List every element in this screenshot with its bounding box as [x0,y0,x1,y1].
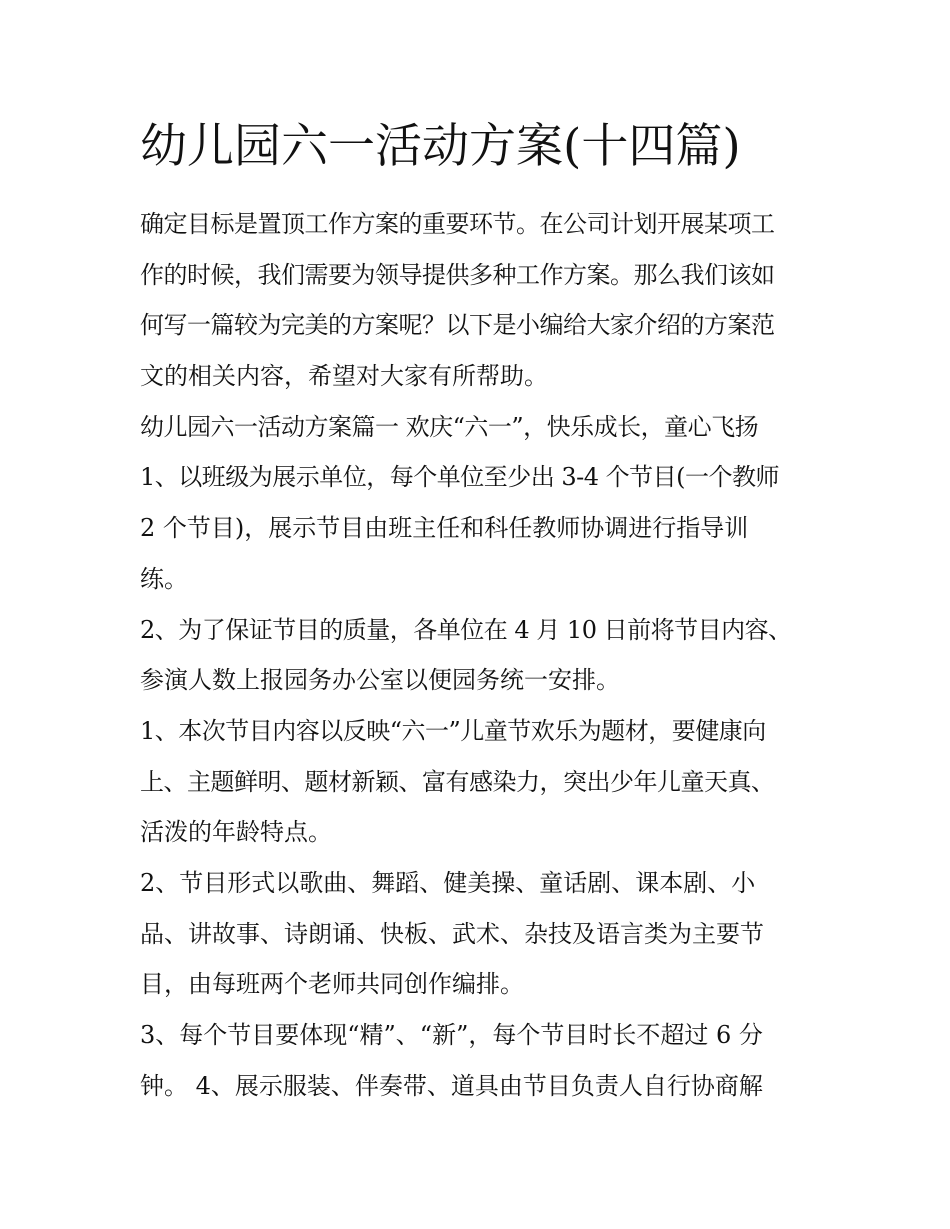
paragraph-line: 作的时候，我们需要为领导提供多种工作方案。那么我们该如 [140,260,775,289]
paragraph-line: 2、为了保证节目的质量，各单位在 4 月 10 日前将节目内容、 [140,615,792,644]
paragraph-line: 1、以班级为展示单位，每个单位至少出 3-4 个节目(一个教师 [140,463,780,492]
paragraph-line: 上、主题鲜明、题材新颖、富有感染力，突出少年儿童天真、 [140,767,775,796]
paragraph-line: 3、每个节目要体现“精”、“新”，每个节目时长不超过 6 分 [140,1021,763,1049]
paragraph-line: 文的相关内容，希望对大家有所帮助。 [140,362,548,391]
paragraph-line: 何写一篇较为完美的方案呢？以下是小编给大家介绍的方案范 [140,311,775,340]
document-title: 幼儿园六一活动方案(十四篇) [140,119,741,174]
paragraph-line: 钟。 4、展示服装、伴奏带、道具由节目负责人自行协商解 [140,1071,763,1100]
paragraph-line: 1、本次节目内容以反映“六一”儿童节欢乐为题材，要健康向 [140,716,766,745]
paragraph-line: 活泼的年龄特点。 [140,818,332,847]
paragraph-line: 确定目标是置顶工作方案的重要环节。在公司计划开展某项工 [140,210,775,238]
paragraph-line: 品、讲故事、诗朗诵、快板、武术、杂技及语言类为主要节 [140,919,764,948]
paragraph-line: 2 个节目)，展示节目由班主任和科任教师协调进行指导训 [140,514,749,543]
paragraph-line: 目，由每班两个老师共同创作编排。 [140,970,524,999]
document-body [140,199,820,1111]
paragraph-line: 参演人数上报园务办公室以便园务统一安排。 [140,666,620,695]
paragraph-line: 练。 [140,564,188,593]
paragraph-line: 幼儿园六一活动方案篇一 欢庆“六一”，快乐成长，童心飞扬 [140,412,759,441]
paragraph-line: 2、节目形式以歌曲、舞蹈、健美操、童话剧、课本剧、小 [140,868,756,897]
